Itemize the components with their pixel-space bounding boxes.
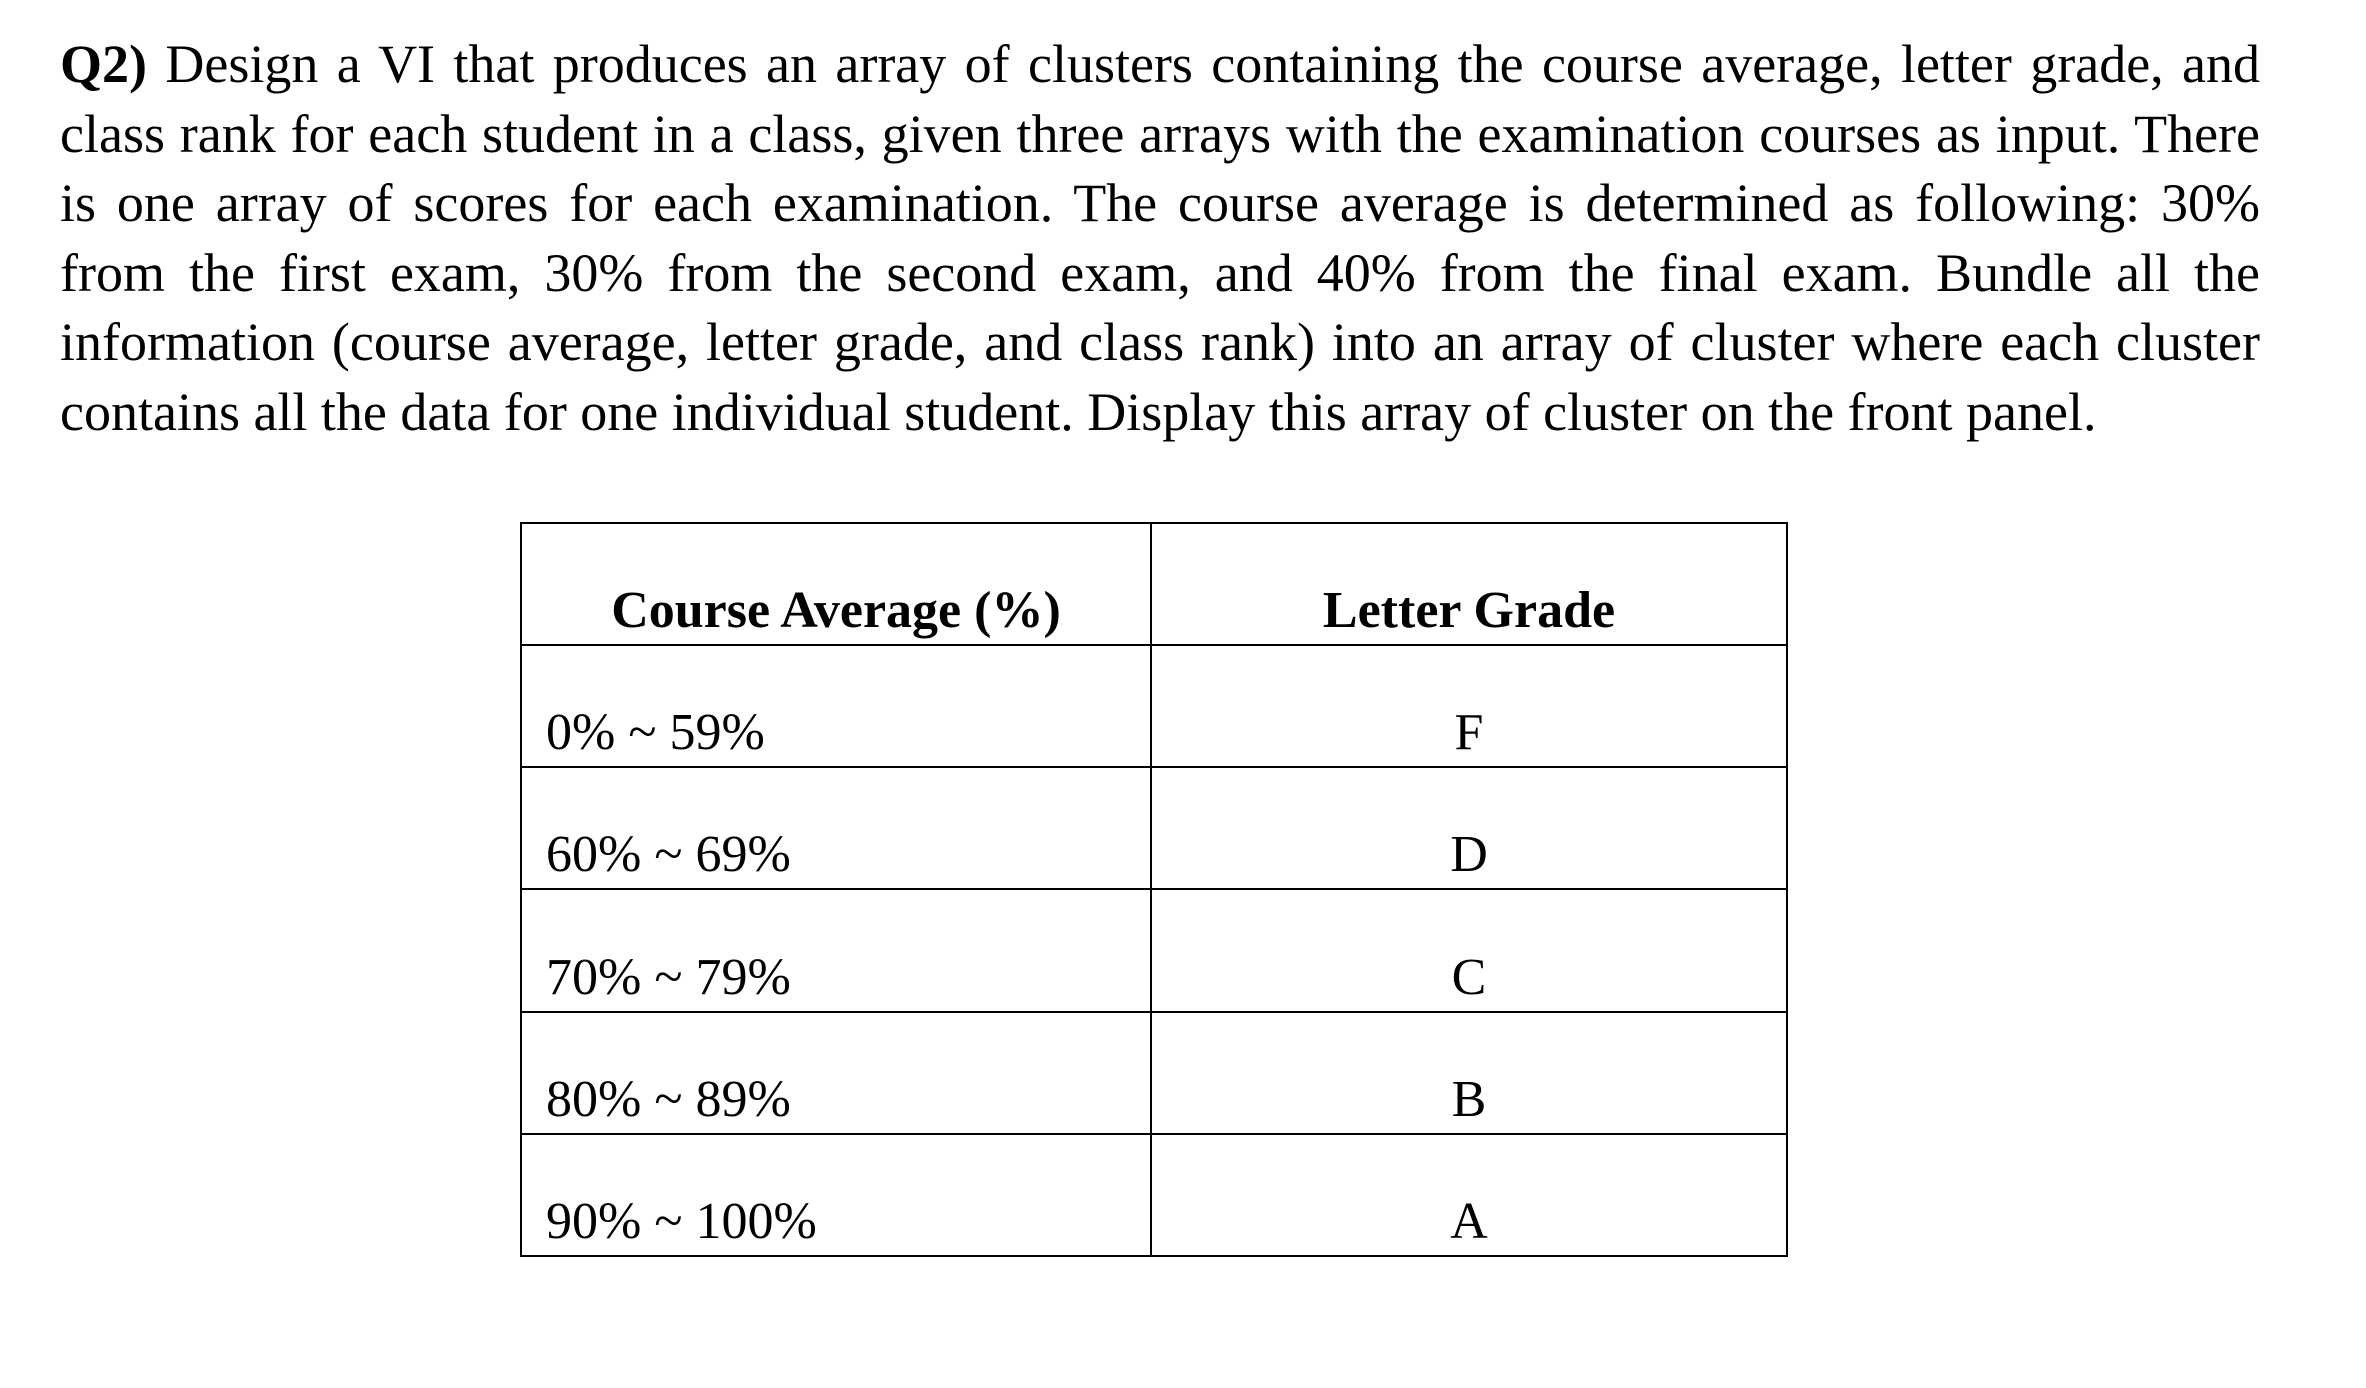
table-row xyxy=(521,767,1787,889)
grade-cell: F xyxy=(1151,645,1787,767)
table-header-letter-grade: Letter Grade xyxy=(1151,523,1787,645)
range-cell: 0% ~ 59% xyxy=(521,645,1151,767)
table-row xyxy=(521,889,1787,1011)
grade-table xyxy=(520,522,1788,1257)
range-cell: 80% ~ 89% xyxy=(521,1012,1151,1134)
grade-cell: C xyxy=(1151,889,1787,1011)
range-cell: 70% ~ 79% xyxy=(521,889,1151,1011)
question-text: Design a VI that produces an array of clusters containing the course average, letter grade, and class rank for each student in a class, given three arrays with the examination courses as input. There is one array of scores for each examination. The course average is determined as following: 30% from the first exam, 30% from the second exam, and 40% from the final exam. Bundle all the information (course average, letter grade, and class rank) into an array of cluster where each cluster contains all the data for one individual student. Display this array of cluster on the front panel. xyxy=(60,34,2260,442)
table-row xyxy=(521,645,1787,767)
grade-cell: A xyxy=(1151,1134,1787,1256)
table-row xyxy=(521,1134,1787,1256)
table-row xyxy=(521,1012,1787,1134)
grade-cell: D xyxy=(1151,767,1787,889)
question-label: Q2) xyxy=(60,34,147,94)
question-paragraph xyxy=(60,30,2260,447)
grade-cell: B xyxy=(1151,1012,1787,1134)
range-cell: 90% ~ 100% xyxy=(521,1134,1151,1256)
range-cell: 60% ~ 69% xyxy=(521,767,1151,889)
table-header-course-average: Course Average (%) xyxy=(521,523,1151,645)
table-header-row xyxy=(521,523,1787,645)
